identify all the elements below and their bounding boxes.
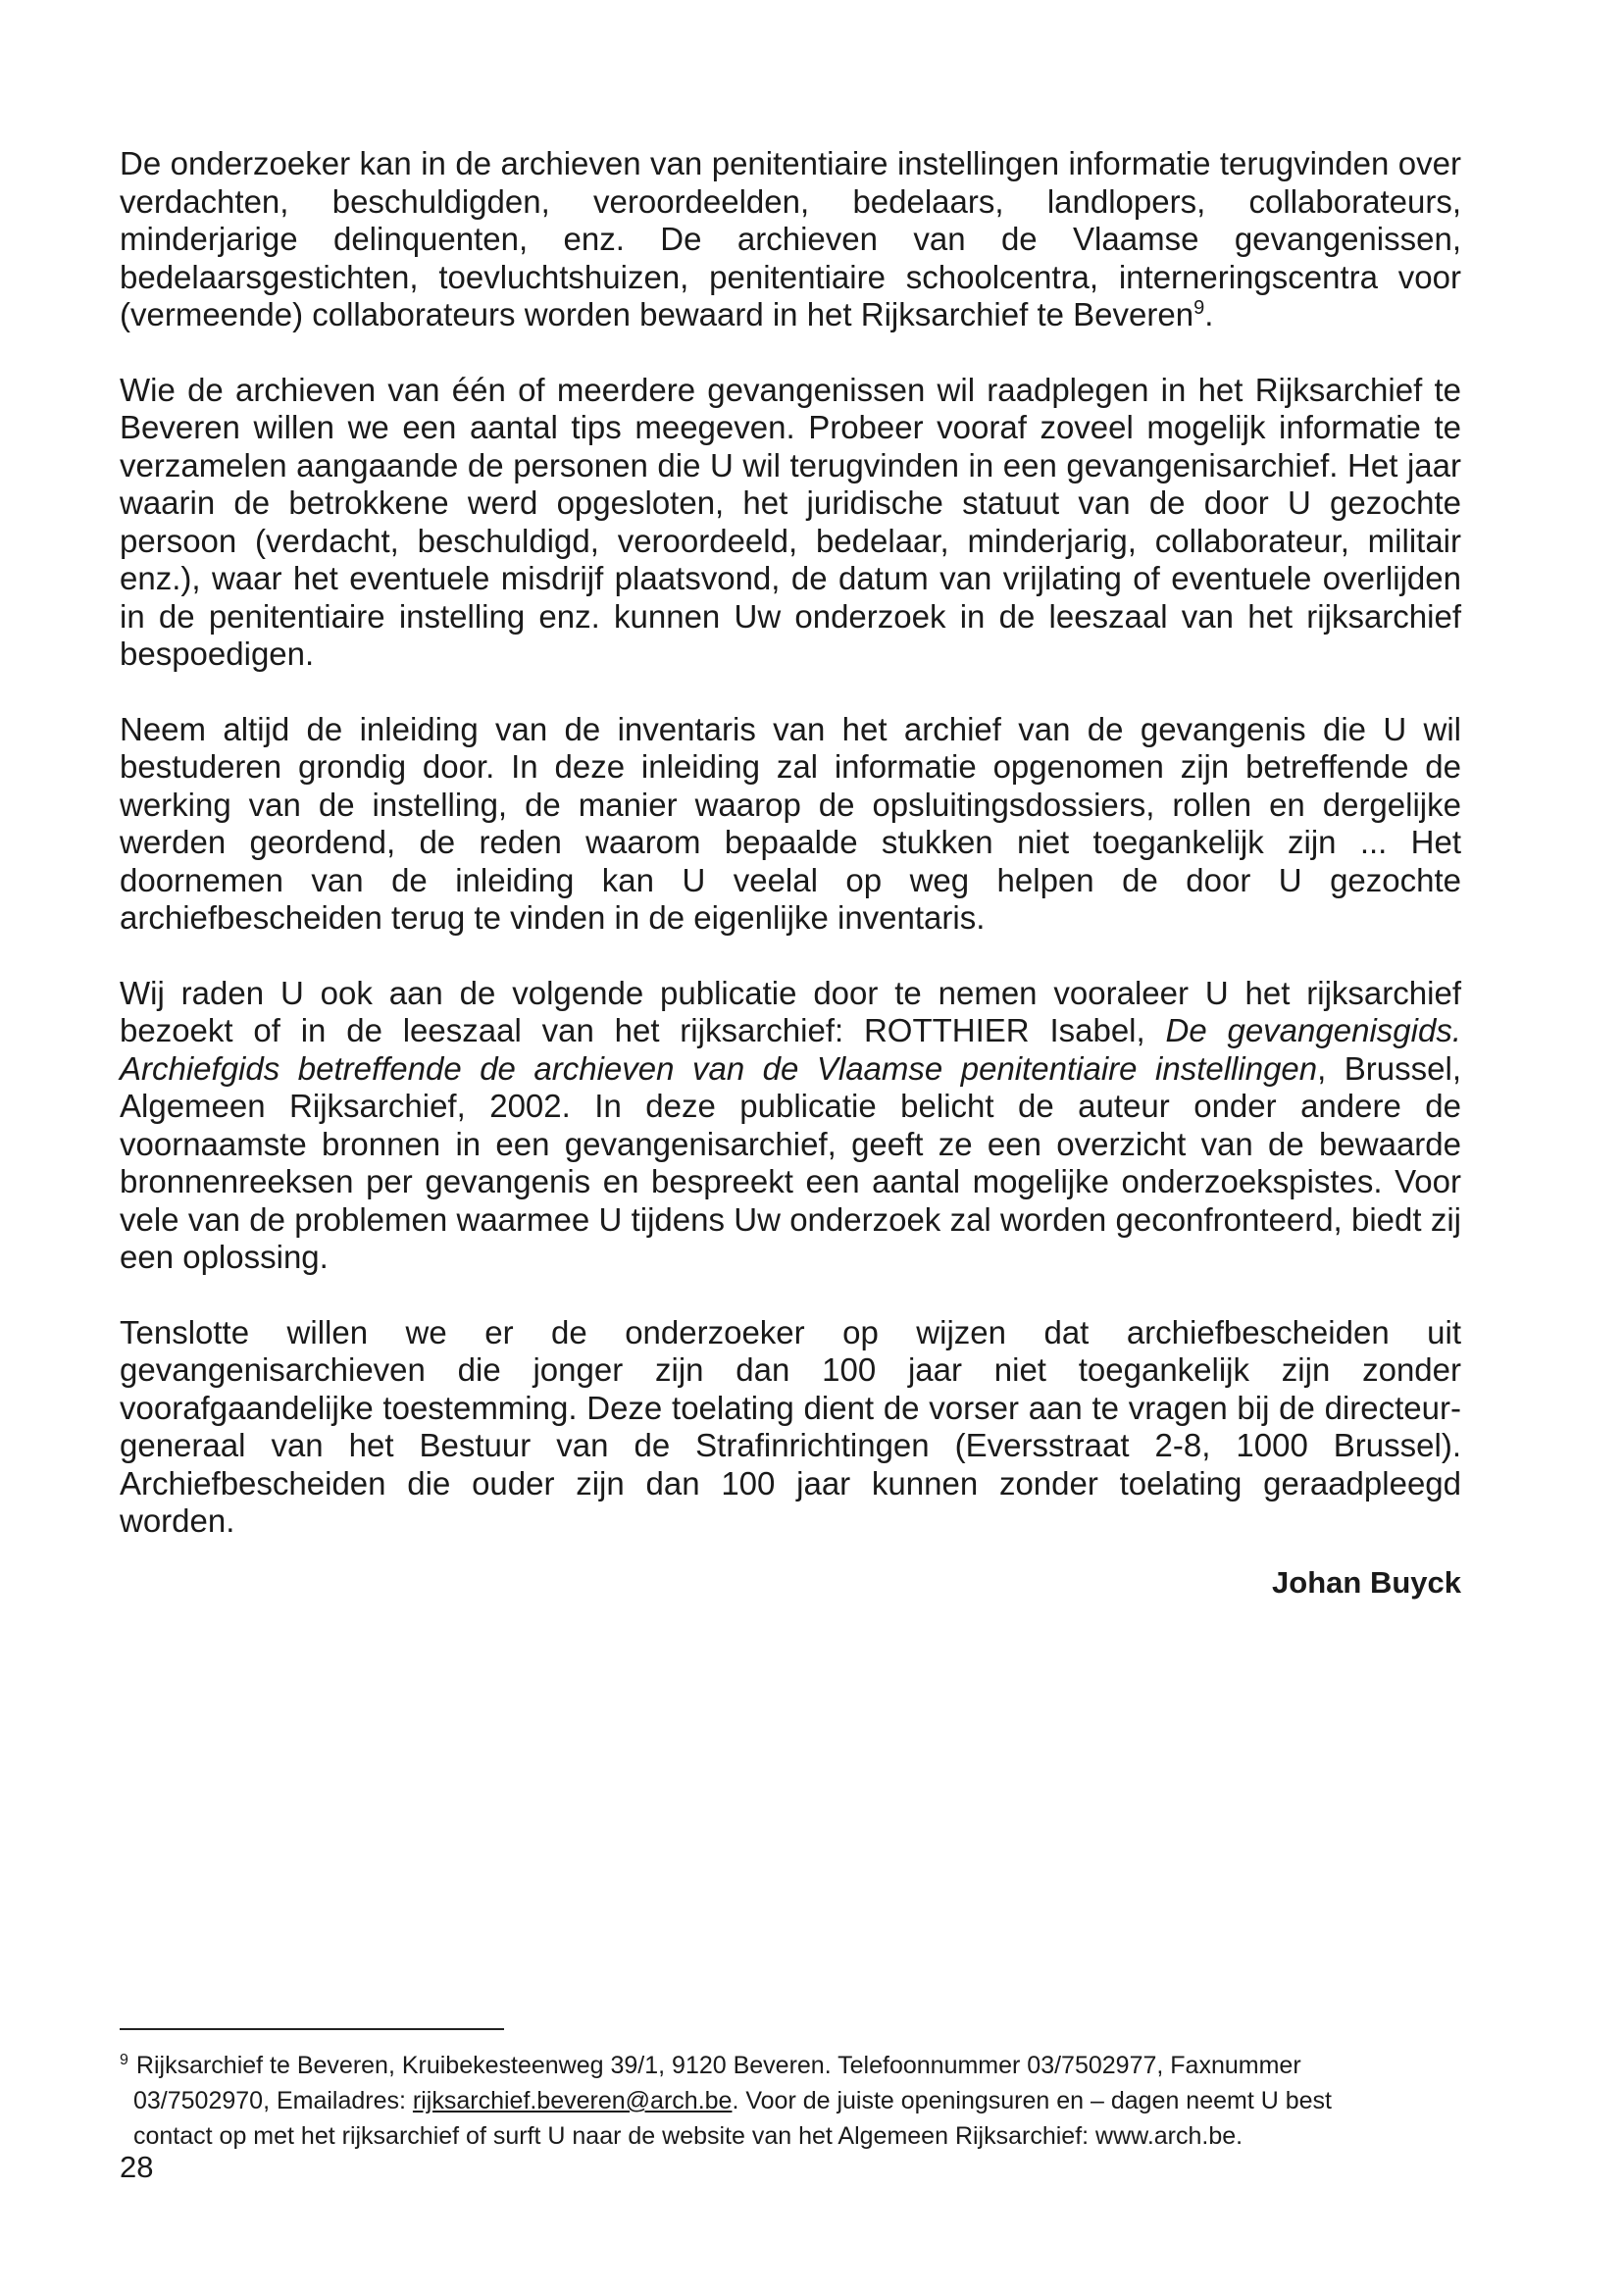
email-link[interactable]: rijksarchief.beveren@arch.be [412,2087,733,2114]
paragraph-publication: Wij raden U ook aan de volgende publicatie door te nemen vooraleer U het rijksarchief bezoekt of in de leeszaal van het rijksarchief: ROTTHIER Isabel, De gevangenisgids. Archiefgids betreffende de archieven van de Vlaamse penitentiaire instellingen, Brussel, Algemeen Rijksarchief, 2002. In deze publicatie belicht de auteur onder andere de voornaamste bronnen in een gevangenisarchief, geeft ze een overzicht van de bewaarde bronnenreeksen per gevangenis en bespreekt een aantal mogelijke onderzoekspistes. Voor vele van de problemen waarmee U tijdens Uw onderzoek zal worden geconfronteerd, biedt zij een oplossing. [120,974,1462,1275]
paragraph-tips: Wie de archieven van één of meerdere gevangenissen wil raadplegen in het Rijksarchief te Beveren willen we een aantal tips meegeven. Probeer vooraf zoveel mogelijk informatie te verzamelen aangaande de personen die U wil terugvinden in een gevangenisarchief. Het jaar waarin de betrokkene werd opgesloten, het juridische statuut van de door U gezochte persoon (verdacht, beschuldigd, veroordeeld, bedelaar, minderjarig, collaborateur, militair enz.), waar het eventuele misdrijf plaatsvond, de datum van vrijlating of eventuele overlijden in de penitentiaire instelling enz. kunnen Uw onderzoek in de leeszaal van het rijksarchief bespoedigen. [120,371,1461,672]
footnote-line-2: 03/7502970, Emailadres: rijksarchief.beveren@arch.be. Voor de juiste openingsuren en – dagen neemt U best [133,2087,1332,2114]
author-signature: Johan Buyck [1272,1565,1461,1600]
footnote [120,2048,1453,2154]
body-text [120,145,1461,1541]
paragraph-archives-intro: De onderzoeker kan in de archieven van penitentiaire instellingen informatie terugvinden over verdachten, beschuldigden, veroordeelden, bedelaars, landlopers, collaborateurs, minderjarige delinquenten, enz. De archieven van de Vlaamse gevangenissen, bedelaarsgestichten, toevluchtshuizen, penitentiaire schoolcentra, interneringscentra voor (vermeende) collaborateurs worden bewaard in het Rijksarchief te Beveren$^9$. [120,145,1461,332]
footnote-divider [120,2028,504,2030]
footnote-line-3: contact op met het rijksarchief of surft U naar de website van het Algemeen Rijksarchief: www.arch.be. [133,2122,1243,2150]
publication-title: De gevangenisgids. Archiefgids betreffende de archieven van de Vlaamse penitentiaire instellingen [120,1012,1461,1087]
page-number: 28 [120,2150,154,2184]
footnote-mark: 9 [120,2051,128,2068]
paragraph-inventory: Neem altijd de inleiding van de inventaris van het archief van de gevangenis die U wil bestuderen grondig door. In deze inleiding zal informatie opgenomen zijn betreffende de werking van de instelling, de manier waarop de opsluitingsdossiers, rollen en dergelijke werden geordend, de reden waarom bepaalde stukken niet toegankelijk zijn ... Het doornemen van de inleiding kan U veelal op weg helpen de door U gezochte archiefbescheiden terug te vinden in de eigenlijke inventaris. [120,710,1461,936]
footnote-reference[interactable]: 9 [1193,297,1205,319]
paragraph-access-restriction: Tenslotte willen we er de onderzoeker op wijzen dat archiefbescheiden uit gevangenisarchieven die jonger zijn dan 100 jaar niet toegankelijk zijn zonder voorafgaandelijke toestemming. Deze toelating dient de vorser aan te vragen bij de directeur-generaal van het Bestuur van de Strafinrichtingen (Eversstraat 2-8, 1000 Brussel). Archiefbescheiden die ouder zijn dan 100 jaar kunnen zonder toelating geraadpleegd worden. [120,1313,1461,1539]
footnote-line-1: $^9$ Rijksarchief te Beveren, Kruibekesteenweg 39/1, 9120 Beveren. Telefoonnummer 03/7502977, Faxnummer [120,2051,1301,2079]
